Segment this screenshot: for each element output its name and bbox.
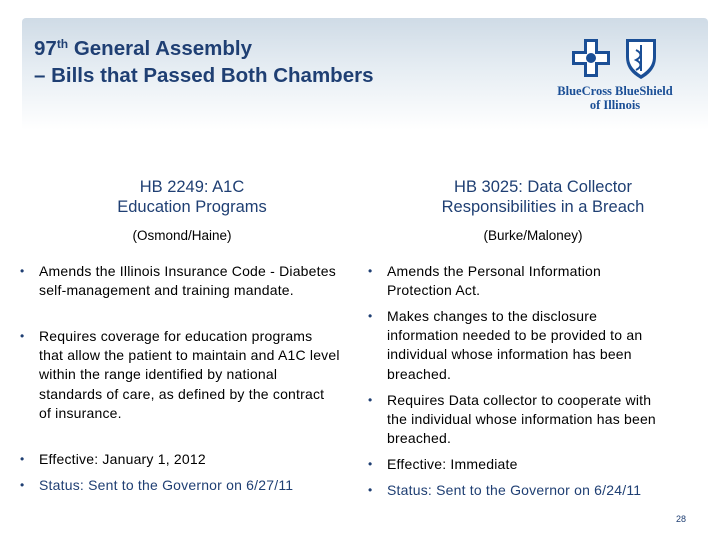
right-bill-title: HB 3025: Data Collector Responsibilities in a Breach	[441, 178, 645, 216]
logo-wordmark: BlueCross BlueShield of Illinois	[557, 84, 673, 112]
left-sponsor: (Osmond/Haine)	[132, 228, 232, 243]
list-item: • Requires coverage for education programs that allow the patient to maintain and A1C level within the range identified by national standards of care, as defined by the contract of insurance.	[20, 328, 340, 421]
slide-title	[34, 31, 373, 89]
right-sponsor: (Burke/Maloney)	[483, 228, 583, 243]
list-item: • Status: Sent to the Governor on 6/24/11	[368, 482, 642, 498]
list-item: • Status: Sent to the Governor on 6/27/11	[20, 477, 294, 493]
list-item: • Effective: January 1, 2012	[20, 451, 206, 467]
page-number: 28	[676, 514, 687, 524]
title-line-2: – Bills that Passed Both Chambers	[34, 64, 374, 87]
list-item: • Requires Data collector to cooperate with the individual whose information has been breached.	[368, 392, 656, 447]
cross-icon	[572, 39, 610, 77]
title-line-1: 97th General Assembly	[34, 37, 252, 60]
shield-icon	[626, 39, 656, 79]
list-item: • Amends the Personal Information Protection Act.	[368, 263, 601, 299]
list-item: • Effective: Immediate	[368, 456, 518, 472]
list-item: • Amends the Illinois Insurance Code - Diabetes self-management and training mandate.	[20, 263, 336, 299]
left-bill-title: HB 2249: A1C Education Programs	[117, 178, 267, 216]
list-item: • Makes changes to the disclosure information needed to be provided to an individual whose information has been breached.	[368, 308, 643, 382]
